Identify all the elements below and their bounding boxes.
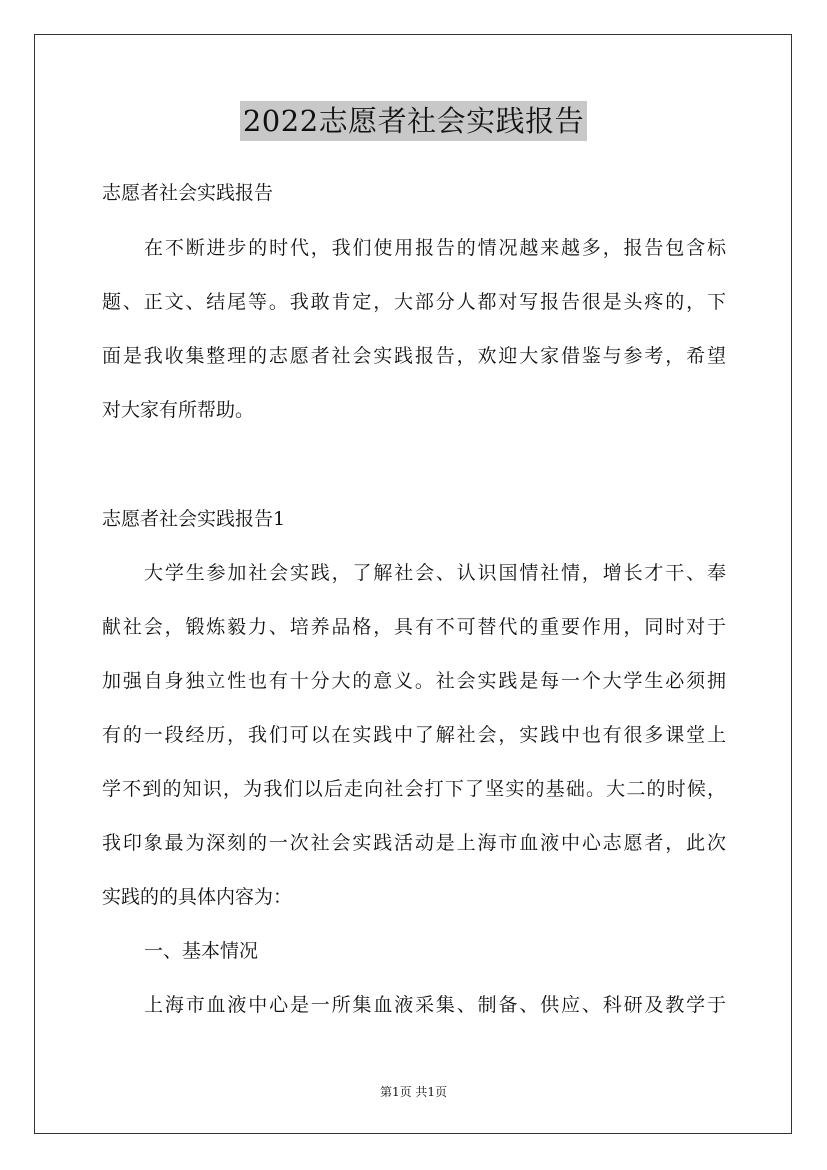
paragraph-line: 实践的的具体内容为： [102, 886, 293, 908]
intro-line: 在不断进步的时代，我们使用报告的情况越来越多，报告包含标 [144, 237, 726, 259]
paragraph-line: 上海市血液中心是一所集血液采集、制备、供应、科研及教学于 [144, 994, 726, 1016]
title-container [0, 101, 827, 141]
page-number-footer: 第1页 共1页 [379, 1085, 448, 1099]
subheading: 一、基本情况 [144, 940, 259, 962]
document-title: 2022志愿者社会实践报告 [240, 101, 587, 141]
intro-line: 面是我收集整理的志愿者社会实践报告，欢迎大家借鉴与参考，希望 [102, 345, 726, 367]
paragraph-line: 学不到的知识，为我们以后走向社会打下了坚实的基础。大二的时候， [102, 778, 726, 800]
paragraph-line: 有的一段经历，我们可以在实践中了解社会，实践中也有很多课堂上 [102, 724, 726, 746]
intro-line: 题、正文、结尾等。我敢肯定，大部分人都对写报告很是头疼的，下 [102, 291, 726, 313]
paragraph-line: 献社会，锻炼毅力、培养品格，具有不可替代的重要作用，同时对于 [102, 616, 726, 638]
section-heading: 志愿者社会实践报告1 [102, 508, 286, 530]
document-subtitle: 志愿者社会实践报告 [102, 182, 274, 204]
paragraph-line: 大学生参加社会实践，了解社会、认识国情社情，增长才干、奉 [144, 562, 726, 584]
paragraph-line: 我印象最为深刻的一次社会实践活动是上海市血液中心志愿者，此次 [102, 832, 726, 854]
intro-line: 对大家有所帮助。 [102, 399, 255, 421]
paragraph-line: 加强自身独立性也有十分大的意义。社会实践是每一个大学生必须拥 [102, 670, 726, 692]
